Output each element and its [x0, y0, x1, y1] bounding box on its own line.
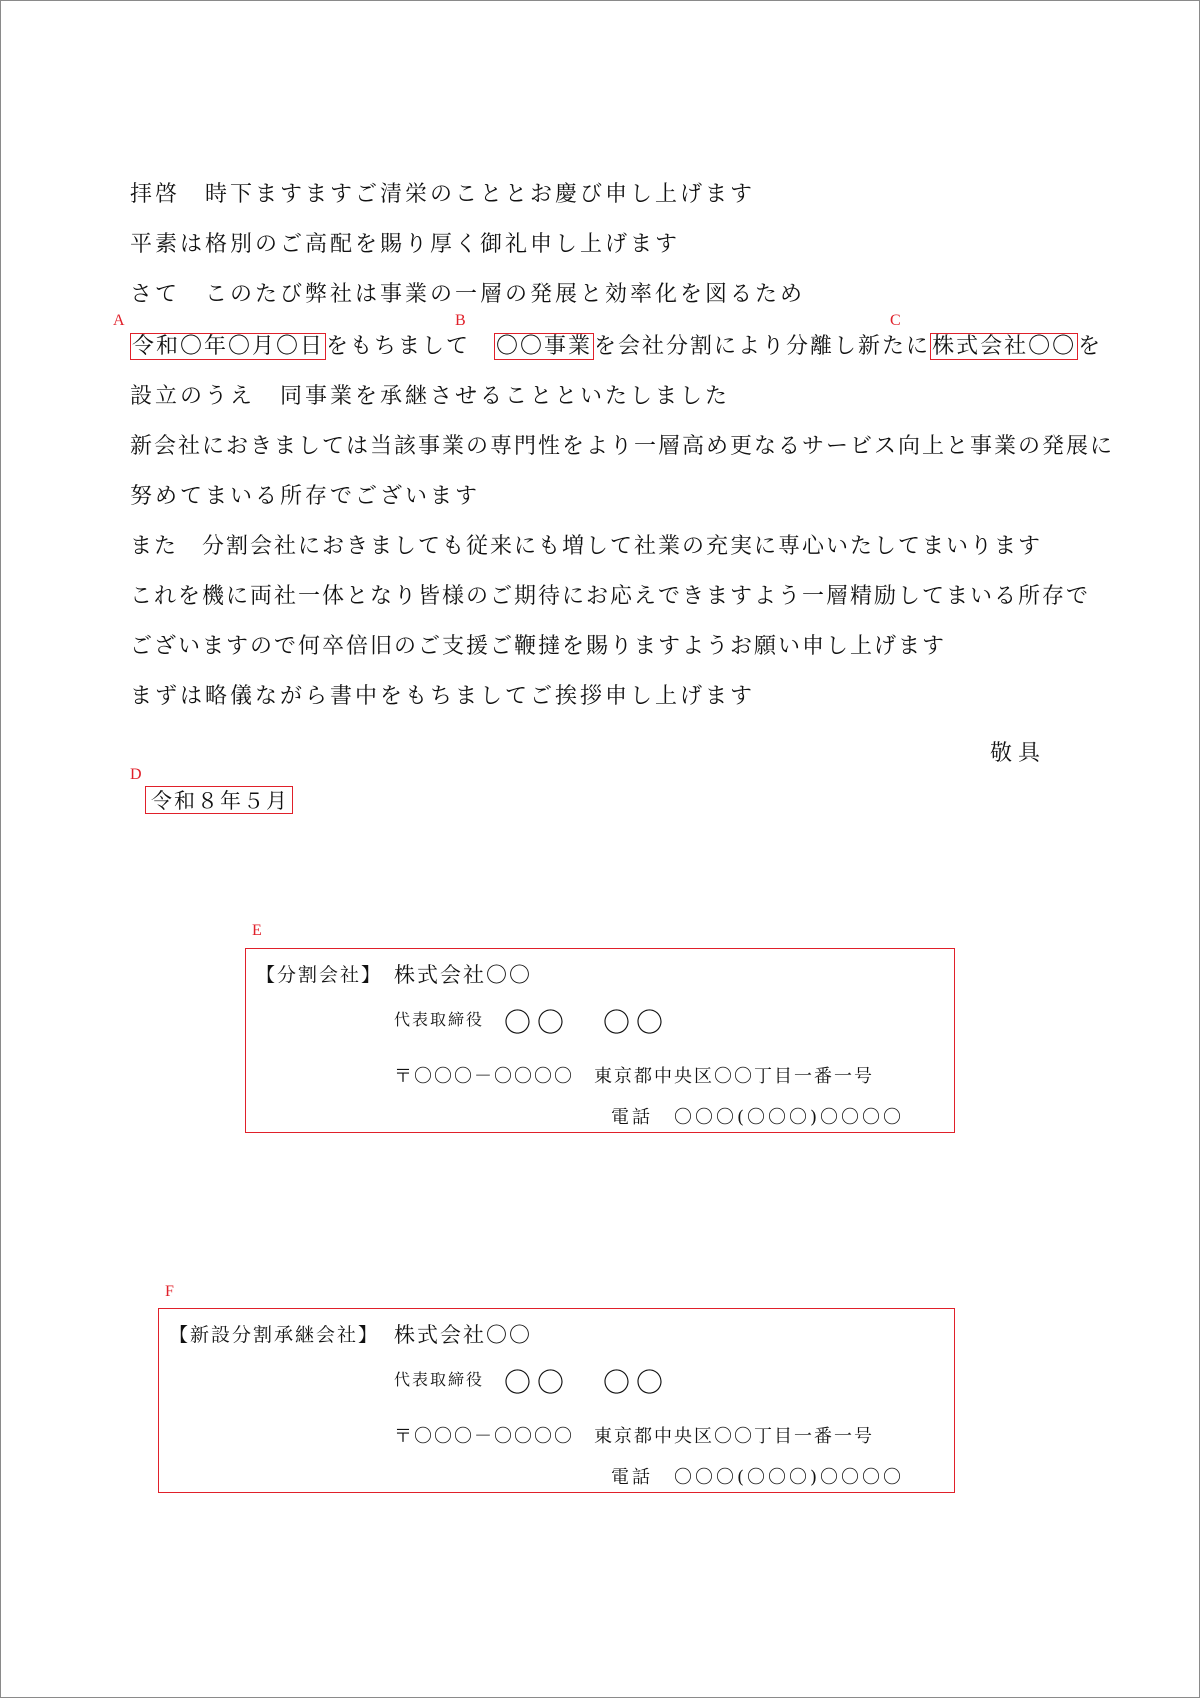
- business-name-field[interactable]: 〇〇事業: [496, 334, 593, 359]
- body-line-7: 努めてまいる所存でございます: [130, 484, 481, 509]
- tag-c: C: [890, 312, 901, 329]
- tag-b: B: [455, 312, 466, 329]
- thanks-line: 平素は格別のご高配を賜り厚く御礼申し上げます: [130, 232, 681, 257]
- successor-company-name: 株式会社〇〇: [394, 1323, 532, 1347]
- split-company-phone: 電話 〇〇〇(〇〇〇)〇〇〇〇: [611, 1107, 905, 1128]
- tag-d: D: [130, 766, 142, 783]
- split-company-rep-title: 代表取締役: [394, 1010, 485, 1029]
- tag-a: A: [113, 312, 125, 329]
- split-text-3: を: [1078, 334, 1103, 359]
- body-line-11: まずは略儀ながら書中をもちましてご挨拶申し上げます: [130, 684, 756, 709]
- new-company-field[interactable]: 株式会社〇〇: [932, 334, 1077, 359]
- body-line-9: これを機に両社一体となり皆様のご期待にお応えできますよう一層精励してまいる所存で: [130, 584, 1091, 609]
- successor-company-phone: 電話 〇〇〇(〇〇〇)〇〇〇〇: [611, 1467, 905, 1488]
- successor-company-rep-name: 〇〇 〇〇: [504, 1368, 669, 1399]
- body-line-6: 新会社におきましては当該事業の専門性をより一層高め更なるサービス向上と事業の発展に: [130, 434, 1115, 459]
- greeting-line: 拝啓 時下ますますご清栄のこととお慶び申し上げます: [130, 182, 756, 207]
- letter-date-field[interactable]: 令和８年５月: [145, 786, 293, 814]
- split-company-name: 株式会社〇〇: [394, 963, 532, 987]
- successor-company-role: 【新設分割承継会社】: [169, 1324, 380, 1346]
- split-company-role: 【分割会社】: [256, 964, 383, 986]
- closing-word: 敬具: [990, 741, 1047, 766]
- body-line-8: また 分割会社におきましても従来にも増して社業の充実に専心いたしてまいります: [130, 534, 1043, 559]
- tag-e: E: [252, 922, 262, 939]
- tag-f: F: [165, 1283, 174, 1300]
- successor-company-signature-block[interactable]: [158, 1308, 955, 1493]
- successor-company-rep-title: 代表取締役: [394, 1370, 485, 1389]
- body-line-10: ございますので何卒倍旧のご支援ご鞭撻を賜りますようお願い申し上げます: [130, 634, 947, 659]
- intro-line: さて このたび弊社は事業の一層の発展と効率化を図るため: [130, 282, 806, 307]
- split-company-rep-name: 〇〇 〇〇: [504, 1008, 669, 1039]
- split-company-signature-block[interactable]: [245, 948, 955, 1133]
- successor-company-address: 〒〇〇〇－〇〇〇〇 東京都中央区〇〇丁目一番一号: [394, 1426, 874, 1447]
- effective-date-field[interactable]: 令和〇年〇月〇日: [132, 334, 325, 359]
- split-text-2: を会社分割により分離し新たに: [594, 334, 931, 359]
- split-text-1: をもちまして: [326, 334, 495, 359]
- split-line: [130, 332, 1102, 362]
- split-company-address: 〒〇〇〇－〇〇〇〇 東京都中央区〇〇丁目一番一号: [394, 1066, 874, 1087]
- body-line-5: 設立のうえ 同事業を承継させることといたしました: [130, 384, 731, 409]
